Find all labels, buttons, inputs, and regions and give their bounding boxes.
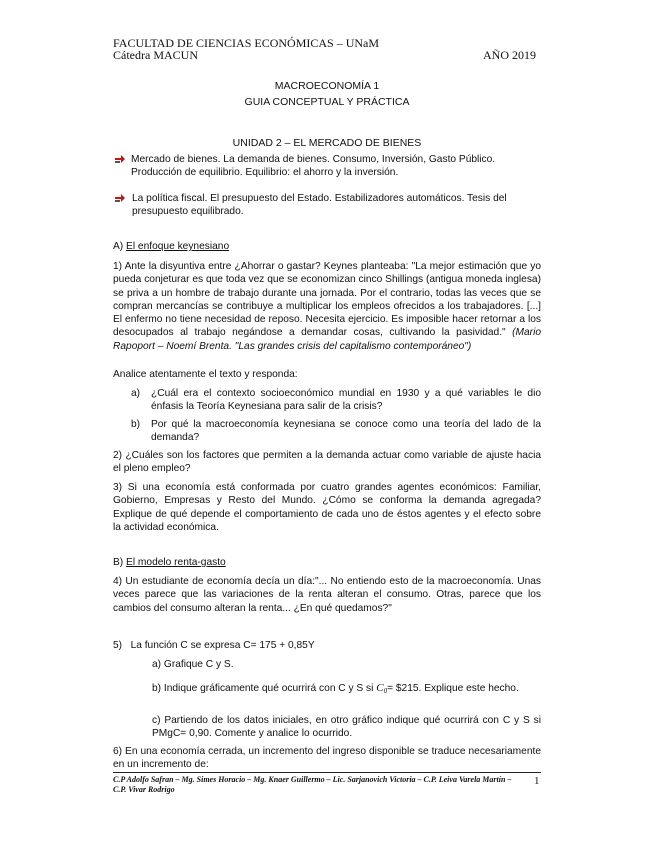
question-5-text: La función C se expresa C= 175 + 0,85Y: [130, 640, 315, 651]
footer-authors: C.P Adolfo Safran – Mg. Simes Horacio – Mg. Knaer Guillermo – Lic. Sarjanovich Victoria – C.P. Leiva Varela Martín – C.P. Vivar Rodrigo: [113, 775, 512, 794]
year-label: AÑO 2019: [483, 48, 536, 62]
topic-text: La política fiscal. El presupuesto del Estado. Estabilizadores automáticos. Tesis del presupuesto equilibrado.: [132, 193, 507, 218]
page-number: 1: [534, 775, 540, 787]
section-a-heading: A) El enfoque keynesiano: [113, 241, 230, 252]
topic-item: [115, 153, 541, 180]
sub-question-text: ¿Cuál era el contexto socioeconómico mundial en 1930 y a qué variables le dio énfasis la Teoría Keynesiana para salir de la crisis?: [151, 388, 541, 413]
sub-question-text: Por qué la macroeconomía keynesiana se conoce como una teoría del lado de la demanda?: [151, 419, 541, 444]
guide-title: GUIA CONCEPTUAL Y PRÁCTICA: [244, 96, 410, 108]
q5-item-a: a) Grafique C y S.: [152, 659, 234, 670]
question-5: [113, 639, 541, 652]
question-3: 3) Si una economía está conformada por cuatro grandes agentes económicos: Familiar, Gobierno, Empresas y Resto del Mundo. ¿Cómo se conforma la demanda agregada? Explique de qué depende el comportamiento de cada uno de éstos agentes y el efecto sobre la actividad económica.: [113, 482, 541, 533]
arrow-bullet-icon: [115, 154, 125, 164]
question-6: 6) En una economía cerrada, un incremento del ingreso disponible se traduce necesariamente en un incremento de:: [113, 746, 541, 771]
c-zero-symbol: $C_0$: [376, 682, 388, 695]
section-b-heading: B) El modelo renta-gasto: [113, 557, 226, 568]
sub-question: [131, 418, 541, 445]
question-2: 2) ¿Cuáles son los factores que permiten a la demanda actuar como variable de ajuste hacia el pleno empleo?: [113, 450, 541, 475]
section-b-title: El modelo renta-gasto: [126, 557, 226, 568]
question-1: 1) Ante la disyuntiva entre ¿Ahorrar o gastar? Keynes planteaba: "La mejor estimación que yo pueda conjeturar es que toda vez que se economizan cinco Shillings (antigua moneda inglesa) se priva a un hombre de trabajo durante una jornada. Por el contrario, todas las veces que se compran mercancías se contribuye a multiplicar los empleos ofrecidos a los trabajadores. [...] El enfermo no tiene necesidad de reposo. Necesita ejercicio. Es imposible hacer retornar a los desocupados al trabajo negándose a demandar cosas, cultivando la pasividad." (Mario Rapoport – Noemí Brenta. "Las grandes crisis del capitalismo contemporáneo"): [113, 261, 541, 352]
question-4: 4) Un estudiante de economía decía un día:"... No entiendo esto de la macroeconomía. Unas veces parece que las variaciones de la renta alteran el consumo. Otras, parece que los cambios del consumo alteran la renta... ¿En qué quedamos?": [113, 576, 541, 614]
faculty-title: FACULTAD DE CIENCIAS ECONÓMICAS – UNaM: [113, 36, 380, 50]
quote-citation: (Mario Rapoport – Noemí Brenta. "Las grandes crisis del capitalismo contemporáneo"): [113, 327, 541, 352]
arrow-bullet-icon: [115, 193, 125, 203]
analyze-instruction: Analice atentamente el texto y responda:: [113, 369, 298, 380]
sub-question-label: a): [131, 388, 141, 399]
unit-title: UNIDAD 2 – EL MERCADO DE BIENES: [232, 137, 422, 149]
section-a-title: El enfoque keynesiano: [126, 241, 230, 252]
sub-question: [131, 387, 541, 414]
footer-divider: [113, 772, 541, 773]
topic-item: [115, 192, 541, 219]
question-5-label: 5): [113, 640, 123, 651]
q5-item-b: b) Indique gráficamente qué ocurrirá con C y S si $C_0=$ $215. Explique este hecho.: [152, 682, 519, 695]
q5-item-c: c) Partiendo de los datos iniciales, en otro gráfico indique qué ocurrirá con C y S si PMgC= 0,90. Comente y analice lo ocurrido.: [152, 715, 541, 740]
topic-text: Mercado de bienes. La demanda de bienes. Consumo, Inversión, Gasto Público. Producción de equilibrio. Equilibrio: el ahorro y la inversión.: [131, 154, 496, 179]
course-title: MACROECONOMÍA 1: [274, 80, 380, 92]
chair-name: Cátedra MACUN: [113, 48, 198, 62]
sub-question-label: b): [131, 419, 141, 430]
